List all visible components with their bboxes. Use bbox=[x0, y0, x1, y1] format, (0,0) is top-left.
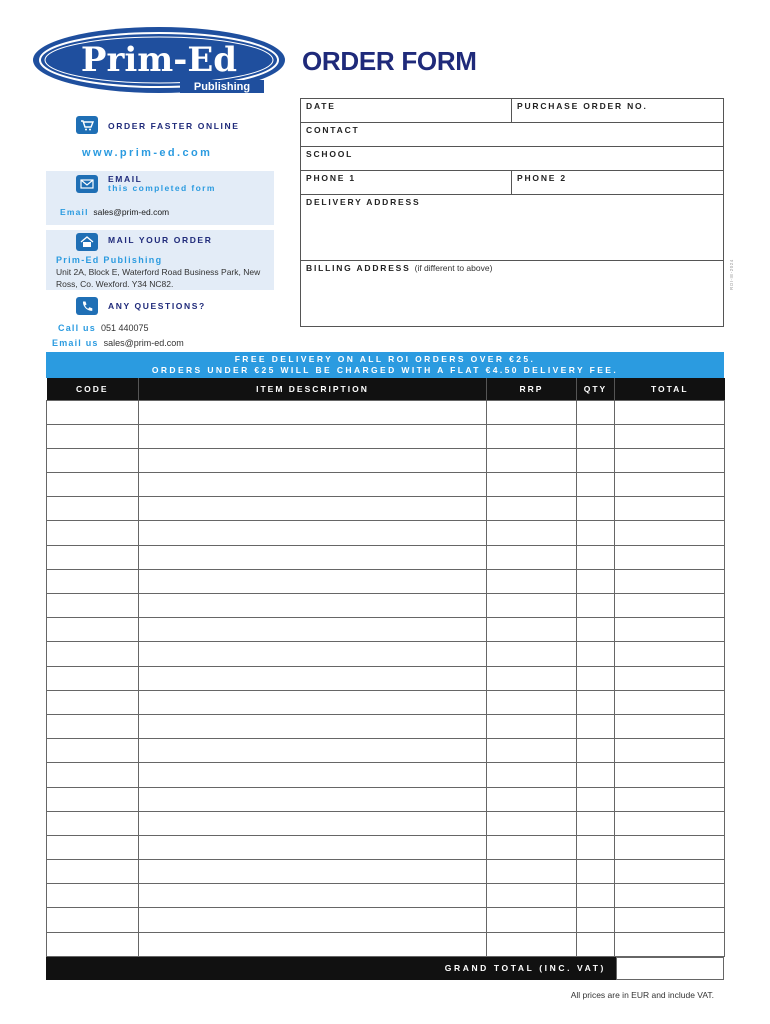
billing-address-field[interactable] bbox=[301, 261, 723, 327]
table-row bbox=[47, 594, 725, 618]
table-row bbox=[47, 545, 725, 569]
description-cell[interactable] bbox=[139, 448, 487, 472]
grand-total-label: GRAND TOTAL (INC. VAT) bbox=[46, 957, 616, 980]
total-cell[interactable] bbox=[615, 642, 725, 666]
table-row bbox=[47, 860, 725, 884]
house-icon bbox=[76, 233, 98, 251]
billing-note: (if different to above) bbox=[414, 263, 493, 273]
questions-heading: ANY QUESTIONS? bbox=[108, 301, 206, 311]
code-cell[interactable] bbox=[47, 908, 139, 932]
col-rrp: RRP bbox=[487, 378, 577, 400]
code-cell[interactable] bbox=[47, 860, 139, 884]
rrp-cell[interactable] bbox=[487, 835, 577, 859]
email-block bbox=[46, 171, 274, 225]
email-label: Email bbox=[60, 207, 89, 217]
code-cell[interactable] bbox=[47, 642, 139, 666]
description-cell[interactable] bbox=[139, 787, 487, 811]
description-cell[interactable] bbox=[139, 473, 487, 497]
email-us-address[interactable]: sales@prim-ed.com bbox=[103, 338, 184, 348]
total-cell[interactable] bbox=[615, 763, 725, 787]
mail-address: Unit 2A, Block E, Waterford Road Business Park, New Ross, Co. Wexford. Y34 NC82. bbox=[56, 267, 261, 289]
table-row bbox=[47, 835, 725, 859]
order-online-row bbox=[46, 114, 274, 138]
billing-address-label: BILLING ADDRESS (if different to above) bbox=[306, 263, 493, 273]
rrp-cell[interactable] bbox=[487, 400, 577, 424]
website-link[interactable]: www.prim-ed.com bbox=[82, 147, 213, 159]
code-cell[interactable] bbox=[47, 763, 139, 787]
phone-number[interactable]: 051 440075 bbox=[100, 323, 149, 333]
school-field[interactable] bbox=[301, 147, 723, 171]
rrp-cell[interactable] bbox=[487, 763, 577, 787]
rrp-cell[interactable] bbox=[487, 666, 577, 690]
rrp-cell[interactable] bbox=[487, 642, 577, 666]
email-address[interactable]: sales@prim-ed.com bbox=[93, 207, 170, 217]
rrp-cell[interactable] bbox=[487, 714, 577, 738]
date-po-row bbox=[301, 99, 723, 123]
code-cell[interactable] bbox=[47, 400, 139, 424]
code-cell[interactable] bbox=[47, 884, 139, 908]
envelope-icon bbox=[76, 175, 98, 193]
total-cell[interactable] bbox=[615, 932, 725, 956]
qty-cell[interactable] bbox=[577, 545, 615, 569]
col-description: ITEM DESCRIPTION bbox=[139, 378, 487, 400]
contact-label: CONTACT bbox=[306, 125, 360, 135]
phone2-field[interactable] bbox=[512, 171, 724, 194]
form-code: ROI-IE-2024 bbox=[729, 259, 734, 290]
description-cell[interactable] bbox=[139, 860, 487, 884]
phone1-label: PHONE 1 bbox=[306, 173, 356, 183]
qty-cell[interactable] bbox=[577, 521, 615, 545]
phone1-field[interactable] bbox=[301, 171, 511, 194]
rrp-cell[interactable] bbox=[487, 690, 577, 714]
col-code: CODE bbox=[47, 378, 139, 400]
description-cell[interactable] bbox=[139, 497, 487, 521]
delivery-banner bbox=[46, 352, 724, 378]
mail-block bbox=[46, 230, 274, 290]
total-cell[interactable] bbox=[615, 497, 725, 521]
description-cell[interactable] bbox=[139, 884, 487, 908]
purchase-order-field[interactable] bbox=[512, 99, 724, 122]
code-cell[interactable] bbox=[47, 545, 139, 569]
code-cell[interactable] bbox=[47, 787, 139, 811]
order-online-label: ORDER FASTER ONLINE bbox=[108, 121, 240, 131]
qty-cell[interactable] bbox=[577, 473, 615, 497]
date-label: DATE bbox=[306, 101, 336, 111]
total-cell[interactable] bbox=[615, 860, 725, 884]
table-row bbox=[47, 763, 725, 787]
code-cell[interactable] bbox=[47, 521, 139, 545]
order-table bbox=[46, 378, 725, 957]
description-cell[interactable] bbox=[139, 739, 487, 763]
table-row bbox=[47, 473, 725, 497]
rrp-cell[interactable] bbox=[487, 545, 577, 569]
rrp-cell[interactable] bbox=[487, 932, 577, 956]
rrp-cell[interactable] bbox=[487, 569, 577, 593]
questions-row bbox=[46, 296, 274, 318]
qty-cell[interactable] bbox=[577, 497, 615, 521]
qty-cell[interactable] bbox=[577, 424, 615, 448]
email-line bbox=[60, 207, 169, 217]
qty-cell[interactable] bbox=[577, 594, 615, 618]
table-header-row bbox=[47, 378, 725, 400]
code-cell[interactable] bbox=[47, 835, 139, 859]
qty-cell[interactable] bbox=[577, 908, 615, 932]
page-title: ORDER FORM bbox=[302, 46, 477, 76]
total-cell[interactable] bbox=[615, 884, 725, 908]
description-cell[interactable] bbox=[139, 932, 487, 956]
phone-row bbox=[301, 171, 723, 195]
total-cell[interactable] bbox=[615, 690, 725, 714]
code-cell[interactable] bbox=[47, 811, 139, 835]
description-cell[interactable] bbox=[139, 400, 487, 424]
total-cell[interactable] bbox=[615, 473, 725, 497]
table-row bbox=[47, 811, 725, 835]
description-cell[interactable] bbox=[139, 569, 487, 593]
code-cell[interactable] bbox=[47, 666, 139, 690]
qty-cell[interactable] bbox=[577, 569, 615, 593]
table-row bbox=[47, 618, 725, 642]
delivery-address-field[interactable] bbox=[301, 195, 723, 261]
rrp-cell[interactable] bbox=[487, 497, 577, 521]
table-row bbox=[47, 884, 725, 908]
code-cell[interactable] bbox=[47, 448, 139, 472]
code-cell[interactable] bbox=[47, 739, 139, 763]
qty-cell[interactable] bbox=[577, 739, 615, 763]
total-cell[interactable] bbox=[615, 908, 725, 932]
col-total: TOTAL bbox=[615, 378, 725, 400]
rrp-cell[interactable] bbox=[487, 448, 577, 472]
grand-total-row bbox=[46, 957, 724, 980]
rrp-cell[interactable] bbox=[487, 473, 577, 497]
description-cell[interactable] bbox=[139, 618, 487, 642]
description-cell[interactable] bbox=[139, 545, 487, 569]
description-cell[interactable] bbox=[139, 714, 487, 738]
code-cell[interactable] bbox=[47, 714, 139, 738]
description-cell[interactable] bbox=[139, 666, 487, 690]
qty-cell[interactable] bbox=[577, 932, 615, 956]
rrp-cell[interactable] bbox=[487, 424, 577, 448]
rrp-cell[interactable] bbox=[487, 908, 577, 932]
col-qty: QTY bbox=[577, 378, 615, 400]
total-cell[interactable] bbox=[615, 714, 725, 738]
code-cell[interactable] bbox=[47, 932, 139, 956]
qty-cell[interactable] bbox=[577, 835, 615, 859]
table-row bbox=[47, 569, 725, 593]
rrp-cell[interactable] bbox=[487, 884, 577, 908]
total-cell[interactable] bbox=[615, 835, 725, 859]
phone-icon bbox=[76, 297, 98, 315]
qty-cell[interactable] bbox=[577, 714, 615, 738]
table-row bbox=[47, 400, 725, 424]
description-cell[interactable] bbox=[139, 594, 487, 618]
logo-sub-text: Publishing bbox=[193, 81, 251, 93]
description-cell[interactable] bbox=[139, 521, 487, 545]
description-cell[interactable] bbox=[139, 908, 487, 932]
rrp-cell[interactable] bbox=[487, 787, 577, 811]
purchase-order-label: PURCHASE ORDER NO. bbox=[517, 101, 648, 111]
table-row bbox=[47, 932, 725, 956]
email-us-line bbox=[52, 338, 184, 348]
rrp-cell[interactable] bbox=[487, 811, 577, 835]
table-row bbox=[47, 448, 725, 472]
delivery-address-label: DELIVERY ADDRESS bbox=[306, 197, 421, 207]
order-table-body bbox=[47, 400, 725, 956]
description-cell[interactable] bbox=[139, 811, 487, 835]
total-cell[interactable] bbox=[615, 400, 725, 424]
description-cell[interactable] bbox=[139, 424, 487, 448]
qty-cell[interactable] bbox=[577, 666, 615, 690]
table-row bbox=[47, 908, 725, 932]
email-us-label: Email us bbox=[52, 338, 99, 348]
contact-field[interactable] bbox=[301, 123, 723, 147]
table-row bbox=[47, 714, 725, 738]
total-cell[interactable] bbox=[615, 545, 725, 569]
total-cell[interactable] bbox=[615, 594, 725, 618]
call-line bbox=[58, 323, 149, 333]
total-cell[interactable] bbox=[615, 618, 725, 642]
table-row bbox=[47, 666, 725, 690]
date-field[interactable] bbox=[301, 99, 511, 122]
total-cell[interactable] bbox=[615, 424, 725, 448]
description-cell[interactable] bbox=[139, 835, 487, 859]
mail-company: Prim-Ed Publishing bbox=[56, 255, 163, 265]
rrp-cell[interactable] bbox=[487, 618, 577, 642]
qty-cell[interactable] bbox=[577, 884, 615, 908]
total-cell[interactable] bbox=[615, 739, 725, 763]
prim-ed-logo bbox=[30, 26, 288, 98]
total-cell[interactable] bbox=[615, 569, 725, 593]
code-cell[interactable] bbox=[47, 497, 139, 521]
logo-main-text: Prim-Ed bbox=[80, 40, 238, 80]
code-cell[interactable] bbox=[47, 424, 139, 448]
mail-heading: MAIL YOUR ORDER bbox=[108, 235, 213, 245]
qty-cell[interactable] bbox=[577, 787, 615, 811]
qty-cell[interactable] bbox=[577, 448, 615, 472]
cart-icon bbox=[76, 116, 98, 134]
qty-cell[interactable] bbox=[577, 811, 615, 835]
total-cell[interactable] bbox=[615, 521, 725, 545]
rrp-cell[interactable] bbox=[487, 739, 577, 763]
total-cell[interactable] bbox=[615, 787, 725, 811]
rrp-cell[interactable] bbox=[487, 860, 577, 884]
call-label: Call us bbox=[58, 323, 96, 333]
description-cell[interactable] bbox=[139, 763, 487, 787]
description-cell[interactable] bbox=[139, 642, 487, 666]
customer-details-box bbox=[300, 98, 724, 327]
total-cell[interactable] bbox=[615, 666, 725, 690]
code-cell[interactable] bbox=[47, 569, 139, 593]
table-row bbox=[47, 521, 725, 545]
email-heading: EMAIL bbox=[108, 174, 143, 184]
qty-cell[interactable] bbox=[577, 618, 615, 642]
banner-line-1: FREE DELIVERY ON ALL ROI ORDERS OVER €25. bbox=[234, 354, 536, 364]
rrp-cell[interactable] bbox=[487, 594, 577, 618]
qty-cell[interactable] bbox=[577, 763, 615, 787]
table-row bbox=[47, 642, 725, 666]
banner-line-2: ORDERS UNDER €25 WILL BE CHARGED WITH A FLAT €4.50 DELIVERY FEE. bbox=[151, 365, 619, 375]
code-cell[interactable] bbox=[47, 473, 139, 497]
code-cell[interactable] bbox=[47, 594, 139, 618]
grand-total-field[interactable] bbox=[616, 957, 724, 980]
table-row bbox=[47, 497, 725, 521]
code-cell[interactable] bbox=[47, 618, 139, 642]
rrp-cell[interactable] bbox=[487, 521, 577, 545]
qty-cell[interactable] bbox=[577, 400, 615, 424]
table-row bbox=[47, 787, 725, 811]
code-cell[interactable] bbox=[47, 690, 139, 714]
table-row bbox=[47, 739, 725, 763]
total-cell[interactable] bbox=[615, 811, 725, 835]
qty-cell[interactable] bbox=[577, 642, 615, 666]
prices-note: All prices are in EUR and include VAT. bbox=[570, 990, 714, 1000]
phone2-label: PHONE 2 bbox=[517, 173, 567, 183]
table-row bbox=[47, 424, 725, 448]
school-label: SCHOOL bbox=[306, 149, 354, 159]
email-subheading: this completed form bbox=[108, 183, 216, 193]
qty-cell[interactable] bbox=[577, 690, 615, 714]
total-cell[interactable] bbox=[615, 448, 725, 472]
qty-cell[interactable] bbox=[577, 860, 615, 884]
table-row bbox=[47, 690, 725, 714]
description-cell[interactable] bbox=[139, 690, 487, 714]
